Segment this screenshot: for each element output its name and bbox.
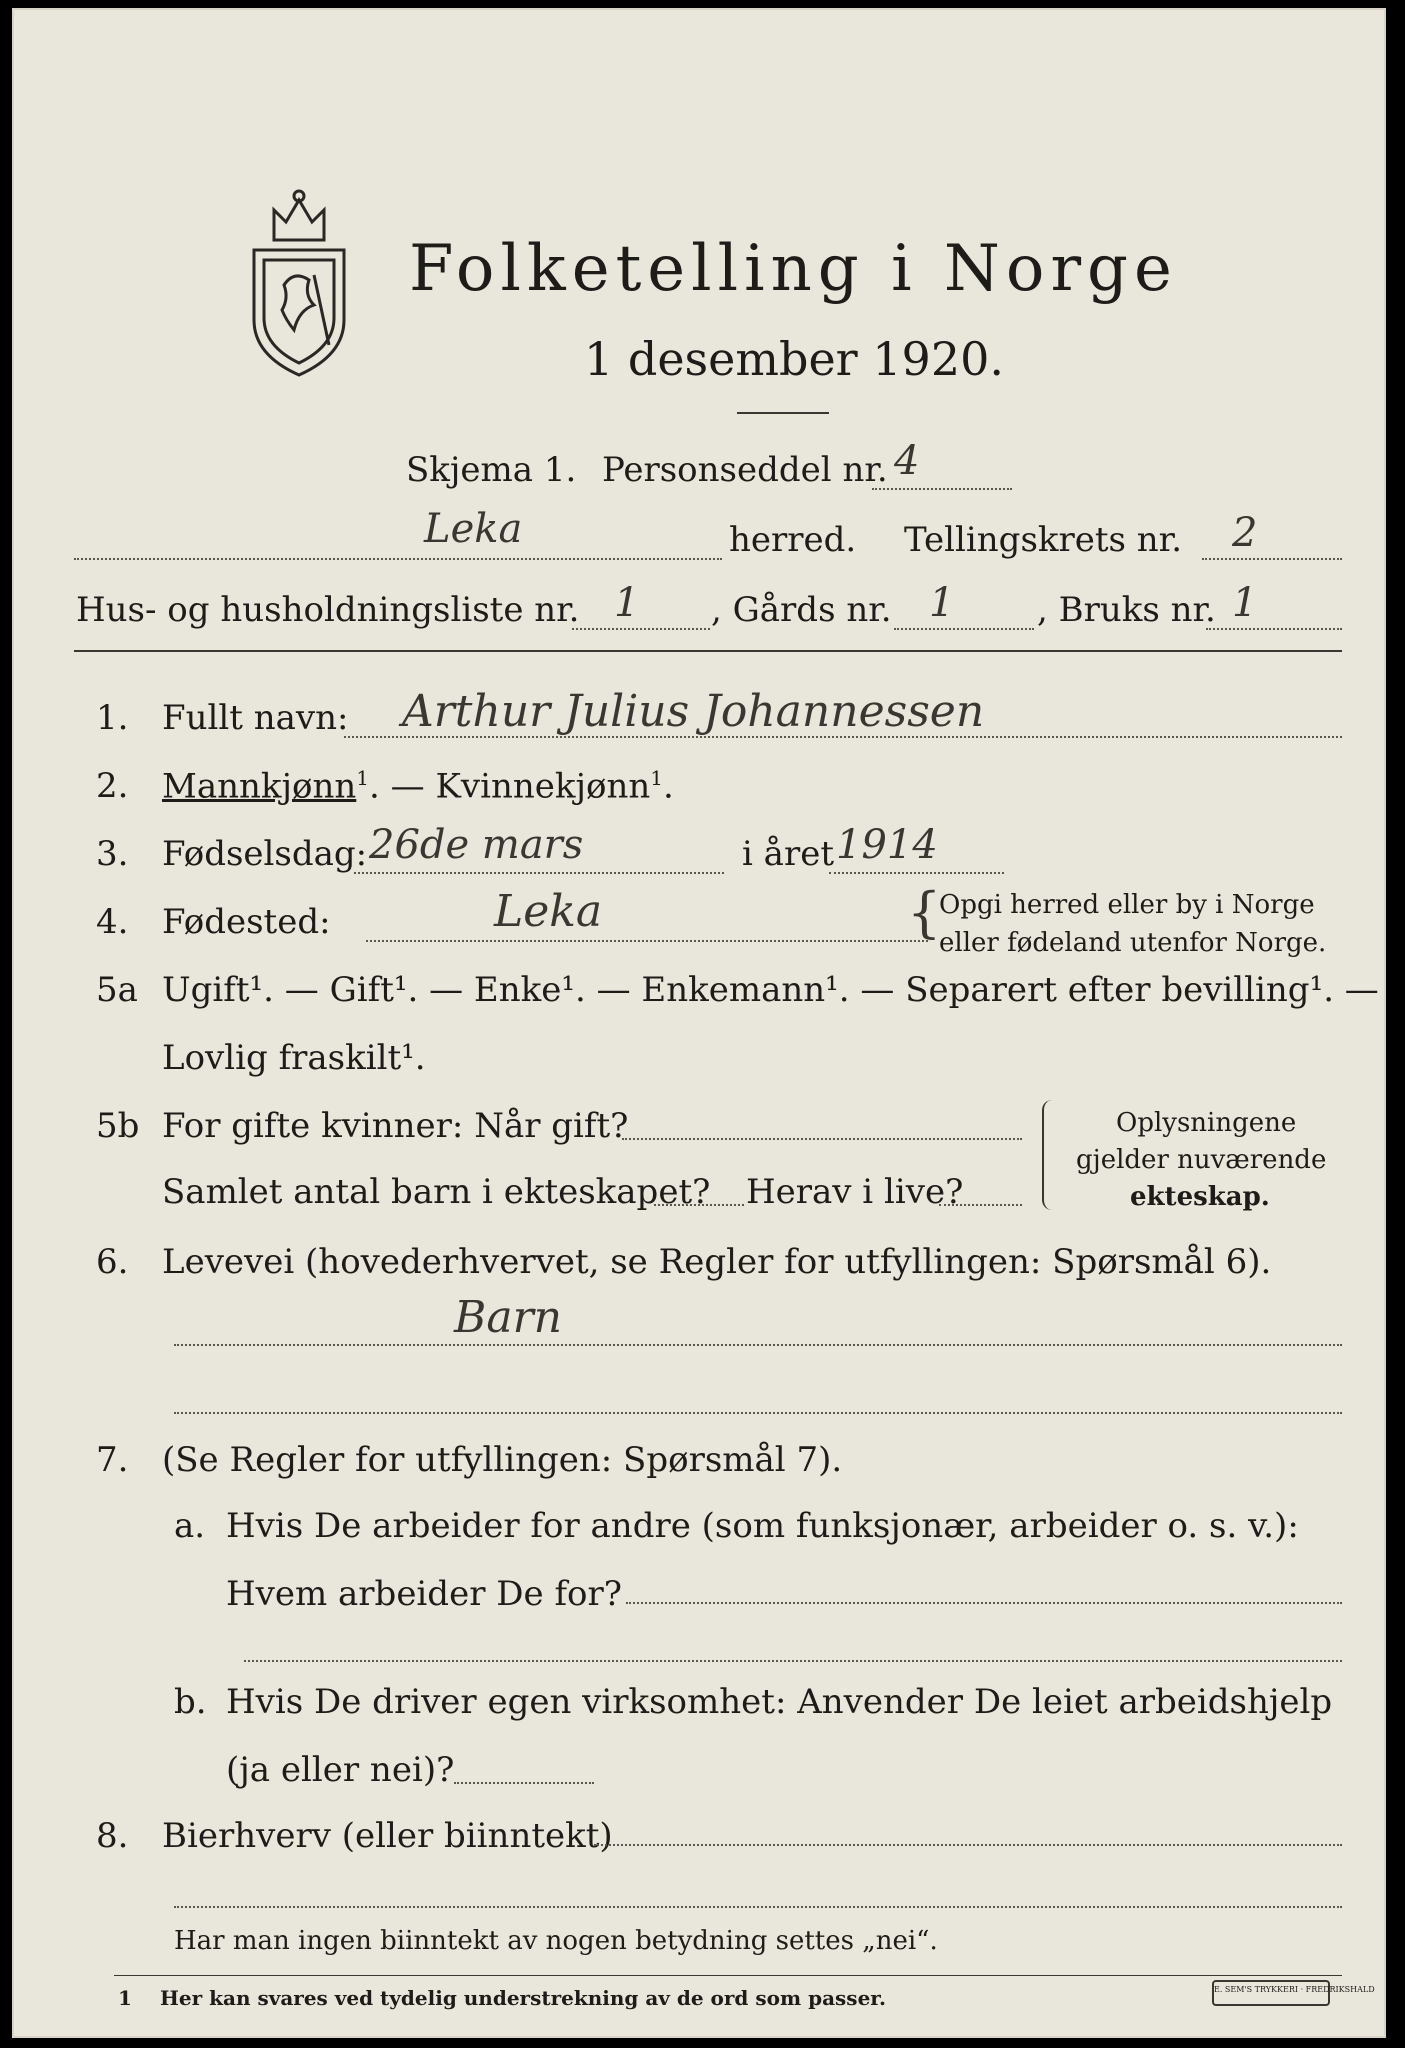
q4-birthplace-value: Leka xyxy=(494,886,603,937)
q4-field-line[interactable] xyxy=(366,940,928,942)
q8-number: 8. xyxy=(96,1816,129,1856)
q5a-number: 5a xyxy=(96,970,138,1010)
q5b-note-line-1: Oplysningene xyxy=(1116,1108,1297,1138)
q5b-children-label: Samlet antal barn i ekteskapet? xyxy=(162,1172,711,1212)
q7-number: 7. xyxy=(96,1440,129,1480)
tellingskrets-label: Tellingskrets nr. xyxy=(904,520,1183,560)
q3-year-field-line[interactable] xyxy=(829,872,1004,874)
q3-year-label: i året xyxy=(742,834,834,874)
q7b-line-1: Hvis De driver egen virksomhet: Anvender De leiet arbeidshjelp xyxy=(226,1682,1333,1722)
q4-note-line-2: eller fødeland utenfor Norge. xyxy=(939,928,1327,958)
q6-label: Levevei (hovederhvervet, se Regler for utfyllingen: Spørsmål 6). xyxy=(162,1242,1272,1282)
bruks-label: , Bruks nr. xyxy=(1037,590,1216,630)
title-divider xyxy=(737,412,829,414)
gards-field-line[interactable] xyxy=(894,628,1034,630)
q4-brace: { xyxy=(907,881,942,944)
gards-label: , Gårds nr. xyxy=(711,590,892,630)
q4-note-line-1: Opgi herred eller by i Norge xyxy=(939,890,1315,920)
herred-label: herred. xyxy=(729,520,857,560)
q2-male-option[interactable]: Mannkjønn xyxy=(162,766,357,807)
q7a-field-line-2[interactable] xyxy=(244,1660,1342,1662)
q2-female-option[interactable]: Kvinnekjønn xyxy=(435,766,651,807)
q8-field-line-1[interactable] xyxy=(594,1844,1342,1846)
q6-number: 6. xyxy=(96,1242,129,1282)
q8-field-line-2[interactable] xyxy=(174,1906,1342,1908)
herred-field-line[interactable] xyxy=(74,558,722,560)
personseddel-field-line[interactable] xyxy=(872,488,1012,490)
bruks-field-line[interactable] xyxy=(1206,628,1342,630)
q2-footnote-mark-1: 1 xyxy=(356,766,370,790)
q3-date-field-line[interactable] xyxy=(354,872,724,874)
q5b-alive-label: Herav i live? xyxy=(746,1172,964,1212)
q2-separator: . — xyxy=(369,766,436,807)
q1-number: 1. xyxy=(96,698,129,738)
q7a-field-line-1[interactable] xyxy=(626,1602,1342,1604)
q6-field-line-1[interactable] xyxy=(174,1344,1342,1346)
form-title: Folketelling i Norge xyxy=(409,232,1178,306)
q7b-line-2: (ja eller nei)? xyxy=(226,1750,455,1790)
q1-full-name-value: Arthur Julius Johannessen xyxy=(402,686,985,737)
census-form-sheet xyxy=(12,8,1386,2038)
personseddel-value: 4 xyxy=(894,438,920,484)
q5b-married-label: For gifte kvinner: Når gift? xyxy=(162,1106,629,1146)
personseddel-label: Personseddel nr. xyxy=(602,450,888,490)
q5b-note-line-2: gjelder nuværende xyxy=(1076,1145,1327,1175)
herred-value: Leka xyxy=(424,506,523,552)
q4-number: 4. xyxy=(96,902,129,942)
q5b-children-field-line[interactable] xyxy=(654,1204,744,1206)
q2-gender-line xyxy=(162,766,674,806)
hus-label: Hus- og husholdningsliste nr. xyxy=(76,590,580,630)
footnote-number: 1 xyxy=(118,1986,132,2010)
bruks-value: 1 xyxy=(1232,580,1258,626)
skjema-label: Skjema 1. xyxy=(406,450,577,490)
q5b-married-field-line[interactable] xyxy=(622,1138,1022,1140)
form-date: 1 desember 1920. xyxy=(584,332,1004,386)
q5b-note-line-3: ekteskap. xyxy=(1130,1182,1270,1212)
q3-year-value: 1914 xyxy=(836,822,938,868)
q3-label: Fødselsdag: xyxy=(162,834,368,874)
hus-value: 1 xyxy=(614,580,640,626)
q1-label: Fullt navn: xyxy=(162,698,349,738)
q4-label: Fødested: xyxy=(162,902,331,942)
q5b-alive-field-line[interactable] xyxy=(939,1204,1022,1206)
q5b-number: 5b xyxy=(96,1106,140,1146)
q7a-line-2: Hvem arbeider De for? xyxy=(226,1574,622,1614)
q5b-bracket xyxy=(1042,1100,1058,1210)
q7b-field-line[interactable] xyxy=(454,1782,594,1784)
printer-mark: E. SEM'S TRYKKERI · FREDRIKSHALD xyxy=(1212,1980,1330,2006)
q5a-status-options-continued[interactable]: Lovlig fraskilt¹. xyxy=(162,1038,426,1078)
q7-label: (Se Regler for utfyllingen: Spørsmål 7). xyxy=(162,1440,843,1480)
q2-end: . xyxy=(663,766,674,807)
gards-value: 1 xyxy=(929,580,955,626)
q6-occupation-value: Barn xyxy=(454,1292,562,1343)
footnote-text: Her kan svares ved tydelig understrekning av de ord som passer. xyxy=(160,1986,886,2010)
footer-note: Har man ingen biinntekt av nogen betydning settes „nei“. xyxy=(174,1926,938,1956)
hus-field-line[interactable] xyxy=(572,628,710,630)
q3-birthday-value: 26de mars xyxy=(369,822,584,868)
coat-of-arms-icon xyxy=(234,170,364,380)
q2-number: 2. xyxy=(96,766,129,806)
footer-divider xyxy=(114,1975,1342,1976)
q7b-letter: b. xyxy=(174,1682,207,1722)
q7a-letter: a. xyxy=(174,1506,206,1546)
header-divider xyxy=(74,650,1342,652)
q5a-status-options[interactable]: Ugift¹. — Gift¹. — Enke¹. — Enkemann¹. — Separert efter bevilling¹. — xyxy=(162,970,1379,1010)
q6-field-line-2[interactable] xyxy=(174,1412,1342,1414)
q8-label: Bierhverv (eller biinntekt) xyxy=(162,1816,613,1856)
q7a-line-1: Hvis De arbeider for andre (som funksjonær, arbeider o. s. v.): xyxy=(226,1506,1299,1546)
q2-footnote-mark-2: 1 xyxy=(650,766,664,790)
tellingskrets-field-line[interactable] xyxy=(1202,558,1342,560)
q3-number: 3. xyxy=(96,834,129,874)
tellingskrets-value: 2 xyxy=(1232,510,1258,556)
